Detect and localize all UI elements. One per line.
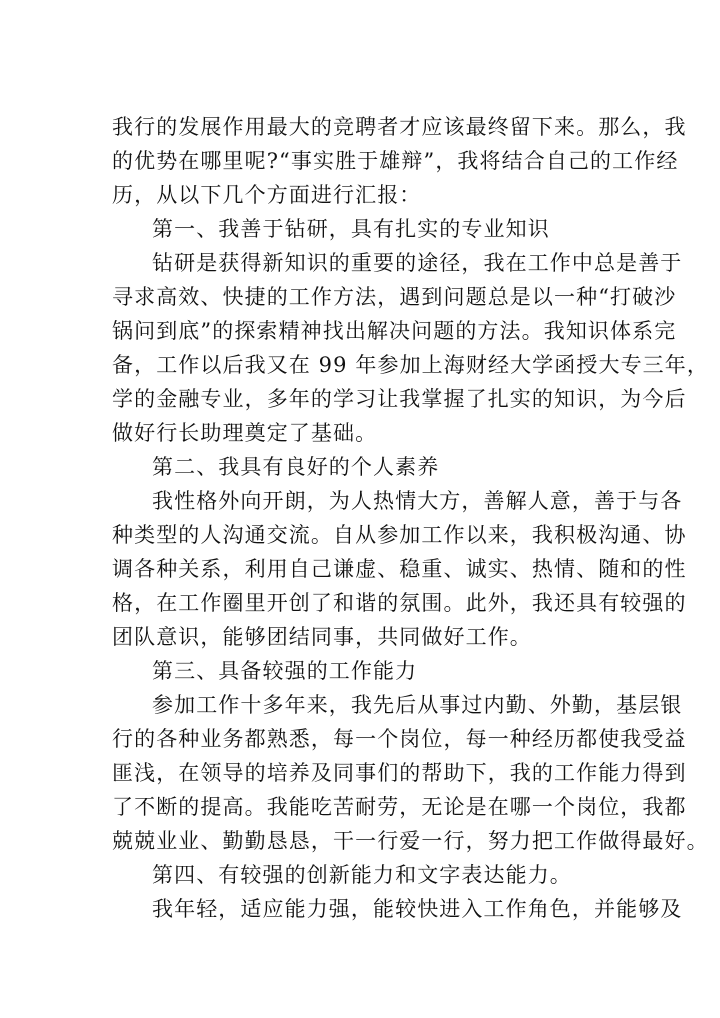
body-text-line: 我行的发展作用最大的竞聘者才应该最终留下来。那么，我 (112, 115, 687, 139)
body-text-line: 格，在工作圈里开创了和谐的氛围。此外，我还具有较强的 (112, 591, 687, 615)
body-text-line: 兢兢业业、勤勤恳恳，干一行爱一行，努力把工作做得最好。 (112, 829, 709, 853)
body-text-line: 寻求高效、快捷的工作方法，遇到问题总是以一种“打破沙 (112, 285, 677, 309)
body-text-line: 的优势在哪里呢?“事实胜于雄辩”，我将结合自己的工作经 (112, 149, 679, 173)
section-heading-2: 第二、我具有良好的个人素养 (152, 455, 440, 479)
body-text-line: 做好行长助理奠定了基础。 (112, 421, 378, 445)
body-text-line: 钻研是获得新知识的重要的途径，我在工作中总是善于 (152, 251, 683, 275)
body-text-line: 种类型的人沟通交流。自从参加工作以来，我积极沟通、协 (112, 523, 687, 547)
body-text-line: 调各种关系，利用自己谦虚、稳重、诚实、热情、随和的性 (112, 557, 687, 581)
body-text-line: 我年轻，适应能力强，能较快进入工作角色，并能够及 (152, 897, 683, 921)
body-text-line: 我性格外向开朗，为人热情大方，善解人意，善于与各 (152, 489, 683, 513)
body-text-line: 学的金融专业，多年的学习让我掌握了扎实的知识，为今后 (112, 387, 687, 411)
body-text-line: 参加工作十多年来，我先后从事过内勤、外勤，基层银 (152, 693, 683, 717)
body-text-line: 了不断的提高。我能吃苦耐劳，无论是在哪一个岗位，我都 (112, 795, 687, 819)
section-heading-4: 第四、有较强的创新能力和文字表达能力。 (152, 863, 572, 887)
body-text-line: 行的各种业务都熟悉，每一个岗位，每一种经历都使我受益 (112, 727, 687, 751)
body-text-line: 历，从以下几个方面进行汇报： (112, 183, 422, 207)
body-text-line: 团队意识，能够团结同事，共同做好工作。 (112, 625, 532, 649)
body-text-line: 备，工作以后我又在 99 年参加上海财经大学函授大专三年， (112, 353, 709, 377)
body-text-line: 匪浅，在领导的培养及同事们的帮助下，我的工作能力得到 (112, 761, 687, 785)
section-heading-3: 第三、具备较强的工作能力 (152, 659, 418, 683)
section-heading-1: 第一、我善于钻研，具有扎实的专业知识 (152, 217, 550, 241)
body-text-line: 锅问到底”的探索精神找出解决问题的方法。我知识体系完 (112, 319, 677, 343)
